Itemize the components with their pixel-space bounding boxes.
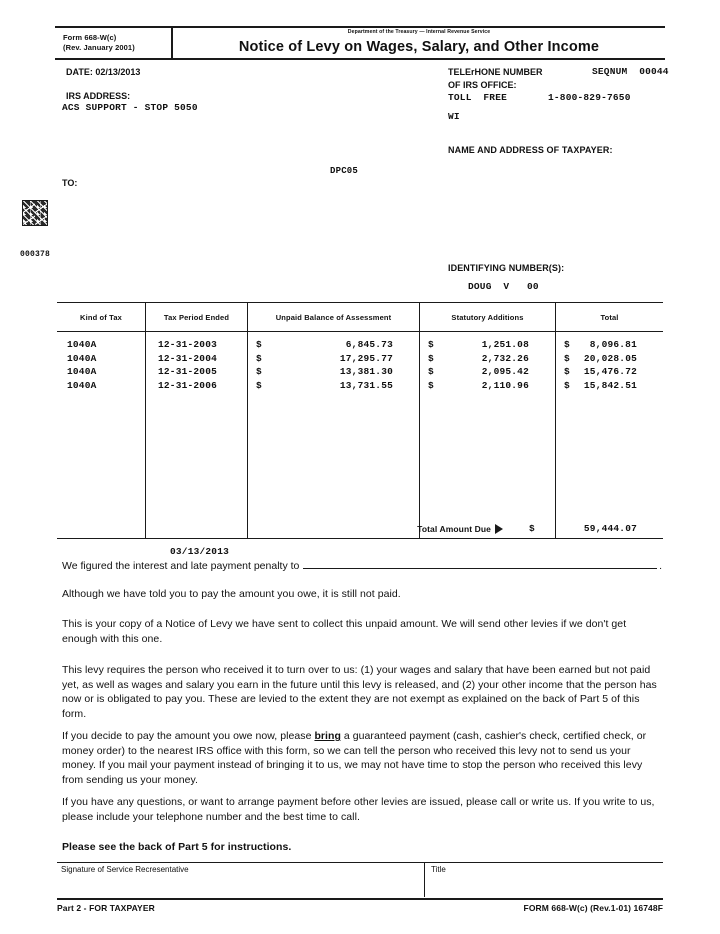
taxpayer-address-label: NAME AND ADDRESS OF TAXPAYER:	[448, 145, 613, 155]
state-code: WI	[448, 111, 460, 122]
currency-symbol: $	[256, 379, 262, 391]
column-kind-of-tax	[57, 332, 145, 538]
cell-value: 15,476.72	[583, 366, 637, 377]
table-row	[248, 338, 419, 352]
cell-value: 2,095.42	[481, 366, 529, 377]
form-number: Form 668-W(c)	[63, 33, 117, 42]
to-label: TO:	[62, 178, 78, 188]
cell-value: 2,732.26	[481, 352, 529, 364]
column-total	[555, 332, 663, 538]
paragraph-see-back: Please see the back of Part 5 for instructions.	[62, 841, 292, 853]
currency-symbol: $	[564, 366, 570, 377]
identifying-numbers-label: IDENTIFYING NUMBER(S):	[448, 263, 565, 273]
dpc-code: DPC05	[330, 166, 359, 176]
currency-symbol: $	[428, 366, 434, 377]
column-header-kind-of-tax: Kind of Tax	[80, 312, 122, 322]
total-amount-due-row	[57, 523, 663, 534]
total-amount-due-label: Total Amount Due	[417, 523, 491, 534]
footer-rule	[57, 898, 663, 900]
column-unpaid-balance	[247, 332, 419, 538]
arrow-right-icon	[495, 524, 503, 534]
levy-amounts-table	[57, 302, 663, 538]
cell-value: 13,381.30	[339, 366, 393, 377]
paragraph-guaranteed-payment	[62, 729, 662, 787]
column-header-tax-period-ended: Tax Period Ended	[145, 303, 247, 331]
paragraph-levy-requires: This levy requires the person who received it to turn over to us: (1) your wages and salary that have been earned but not paid yet, as well as wages and salary you earn in the future until this levy is released, and (2) your other income that the person has now or is obligated to pay you. These are levied to the extent they are not exempt as explained on the back of Part 5 of this form.	[62, 664, 657, 720]
cell-value: 20,028.05	[583, 352, 637, 364]
currency-symbol: $	[529, 523, 535, 534]
table-row	[248, 352, 419, 366]
column-header-unpaid-balance: Unpaid Balance of Assessment	[247, 303, 419, 331]
paragraph-your-copy: This is your copy of a Notice of Levy we have sent to collect this unpaid amount. We will send other levies if we don't get enough with this one.	[62, 618, 627, 645]
signature-field-label[interactable]: Signature of Service Recresentative	[57, 863, 425, 897]
page-title: Notice of Levy on Wages, Salary, and Other Income	[238, 39, 600, 55]
toll-free-label: TOLL FREE	[448, 92, 508, 103]
currency-symbol: $	[564, 352, 570, 364]
signature-block	[57, 862, 663, 897]
interest-line-text: We figured the interest and late payment penalty to	[62, 560, 300, 572]
total-amount-due-value: 59,444.07	[583, 523, 637, 534]
cell-value: 1,251.08	[481, 339, 529, 350]
table-row: 12-31-2004	[158, 352, 218, 364]
cell-value: 17,295.77	[339, 352, 393, 364]
currency-symbol: $	[256, 366, 262, 377]
form-title-area	[173, 28, 665, 58]
identifying-numbers-value: DOUG V 00	[468, 281, 539, 292]
table-bottom-rule	[57, 538, 663, 539]
interest-line	[62, 560, 662, 572]
paragraph-questions: If you have any questions, or want to arrange payment before other levies are issued, please call or write us. If you write to us, please include your telephone number and the best time to call.	[62, 796, 655, 823]
column-header-statutory-additions: Statutory Additions	[419, 303, 555, 331]
table-row: 1040A	[67, 366, 97, 377]
table-row: 1040A	[67, 339, 97, 350]
table-row	[420, 352, 555, 366]
department-line: Department of the Treasury — Internal Revenue Service	[347, 29, 491, 35]
page-footer	[57, 903, 663, 913]
title-field-label[interactable]: Title	[431, 865, 446, 874]
form-identifier	[55, 28, 173, 58]
telephone-number-label: TELErHONE NUMBER	[448, 67, 543, 77]
cell-value: 15,842.51	[583, 379, 637, 391]
interest-date-rule	[303, 568, 657, 569]
currency-symbol: $	[256, 352, 262, 364]
table-row	[556, 365, 663, 379]
currency-symbol: $	[256, 339, 262, 350]
irs-address-value: ACS SUPPORT - STOP 5050	[62, 102, 198, 113]
table-row: 12-31-2005	[158, 366, 218, 377]
cell-value: 8,096.81	[589, 339, 637, 350]
barcode-stamp-icon	[22, 200, 48, 226]
table-body	[57, 332, 663, 538]
column-tax-period-ended	[145, 332, 247, 538]
serial-number: 000378	[20, 250, 51, 259]
irs-address-label: IRS ADDRESS:	[66, 91, 131, 101]
table-row	[420, 338, 555, 352]
currency-symbol: $	[564, 339, 570, 350]
cell-value: 13,731.55	[339, 379, 393, 391]
column-statutory-additions	[419, 332, 555, 538]
interest-line-period: .	[659, 560, 662, 572]
column-header-total: Total	[555, 303, 663, 331]
table-row	[556, 379, 663, 393]
table-row	[556, 338, 663, 352]
table-row	[248, 365, 419, 379]
paragraph-part-a: If you decide to pay the amount you owe now, please	[62, 730, 315, 742]
part-label: Part 2 - FOR TAXPAYER	[57, 903, 155, 913]
irs-office-label: OF IRS OFFICE:	[448, 80, 517, 90]
form-title-block	[55, 26, 665, 60]
table-row	[420, 379, 555, 393]
table-row	[556, 352, 663, 366]
currency-symbol: $	[428, 379, 434, 391]
form-revision: (Rev. January 2001)	[63, 43, 135, 52]
paragraph-still-not-paid: Although we have told you to pay the amount you owe, it is still not paid.	[62, 588, 401, 600]
cell-value: 6,845.73	[345, 339, 393, 350]
emphasis-bring: bring	[314, 730, 341, 742]
table-row: 12-31-2003	[158, 339, 218, 350]
currency-symbol: $	[428, 352, 434, 364]
currency-symbol: $	[428, 339, 434, 350]
cell-value: 2,110.96	[481, 379, 529, 391]
toll-free-number: 1-800-829-7650	[548, 92, 631, 103]
paragraph-part-b: a guaranteed payment (cash, cashier's check, certified check, or money order) to the nearest IRS office with this form, so we can tell the person who received this levy not to send us your money. If you mail your payment instead of bringing it to us, we may not have time to stop the person who received this levy from sending us your money.	[62, 730, 647, 786]
notice-date: DATE: 02/13/2013	[66, 67, 141, 77]
form-footer-label: FORM 668-W(c) (Rev.1-01) 16748F	[523, 903, 663, 913]
table-row: 12-31-2006	[158, 379, 218, 391]
table-row: 1040A	[67, 379, 97, 391]
table-row	[420, 365, 555, 379]
table-header-row	[57, 303, 663, 332]
interest-computed-date: 03/13/2013	[170, 546, 230, 557]
sequence-number: SEQNUM 00044	[592, 66, 669, 77]
table-row	[248, 379, 419, 393]
currency-symbol: $	[564, 379, 570, 391]
table-row: 1040A	[67, 352, 97, 364]
